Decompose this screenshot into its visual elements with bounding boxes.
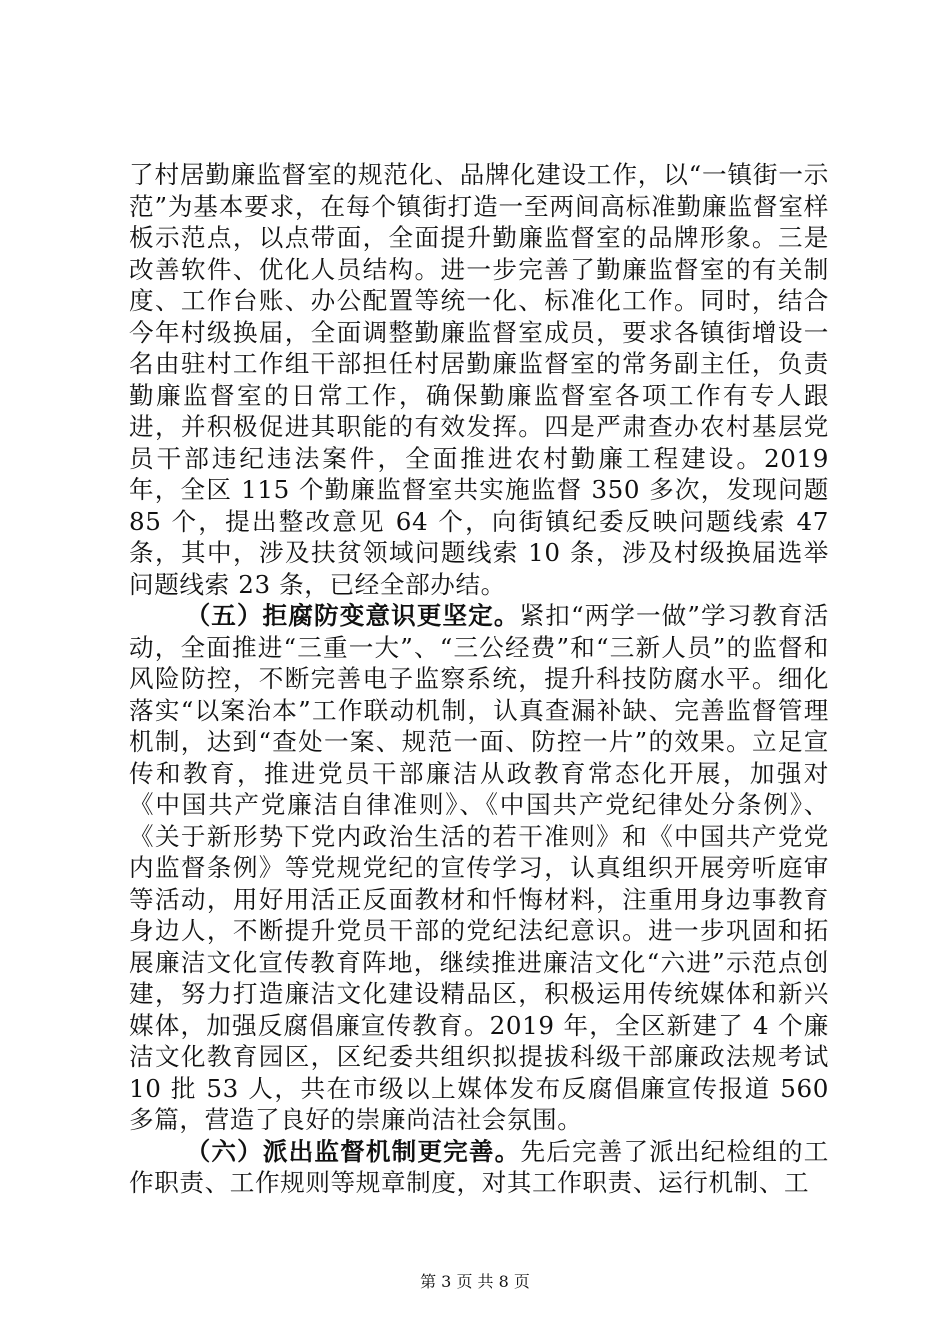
- document-body: [129, 159, 829, 1199]
- page-number-footer: 第 3 页 共 8 页: [420, 1272, 530, 1291]
- paragraph-section-five: [129, 600, 829, 1136]
- paragraph-section-six: [129, 1136, 829, 1199]
- section-five-body: 紧扣“两学一做”学习教育活动，全面推进“三重一大”、“三公经费”和“三新人员”的监督和风险防控，不断完善电子监察系统，提升科技防腐水平。细化落实“以案治本”工作联动机制，认真查漏补缺、完善监督管理机制，达到“查处一案、规范一面、防控一片”的效果。立足宣传和教育，推进党员干部廉洁从政教育常态化开展，加强对《中国共产党廉洁自律准则》、《中国共产党纪律处分条例》、《关于新形势下党内政治生活的若干准则》和《中国共产党党内监督条例》等党规党纪的宣传学习，认真组织开展旁听庭审等活动，用好用活正反面教材和忏悔材料，注重用身边事教育身边人，不断提升党员干部的党纪法纪意识。进一步巩固和拓展廉洁文化宣传教育阵地，继续推进廉洁文化“六进”示范点创建，努力打造廉洁文化建设精品区，积极运用传统媒体和新兴媒体，加强反腐倡廉宣传教育。2019 年，全区新建了 4 个廉洁文化教育园区，区纪委共组织拟提拔科级干部廉政法规考试 10 批 53 人，共在市级以上媒体发布反腐倡廉宣传报道 560 多篇，营造了良好的崇廉尚洁社会氛围。: [129, 601, 829, 1134]
- section-six-body: 先后完善了派出纪检组的工作职责、工作规则等规章制度，对其工作职责、运行机制、工: [129, 1136, 829, 1197]
- section-six-heading: （六）派出监督机制更完善。: [185, 1136, 521, 1166]
- paragraph-continued: 了村居勤廉监督室的规范化、品牌化建设工作，以“一镇街一示范”为基本要求，在每个镇街打造一至两间高标准勤廉监督室样板示范点，以点带面，全面提升勤廉监督室的品牌形象。三是改善软件、优化人员结构。进一步完善了勤廉监督室的有关制度、工作台账、办公配置等统一化、标准化工作。同时，结合今年村级换届，全面调整勤廉监督室成员，要求各镇街增设一名由驻村工作组干部担任村居勤廉监督室的常务副主任，负责勤廉监督室的日常工作，确保勤廉监督室各项工作有专人跟进，并积极促进其职能的有效发挥。四是严肃查办农村基层党员干部违纪违法案件，全面推进农村勤廉工程建设。2019 年，全区 115 个勤廉监督室共实施监督 350 多次，发现问题 85 个，提出整改意见 64 个，向街镇纪委反映问题线索 47 条，其中，涉及扶贫领域问题线索 10 条，涉及村级换届选举问题线索 23 条，已经全部办结。: [129, 160, 829, 599]
- section-five-heading: （五）拒腐防变意识更坚定。: [185, 601, 520, 630]
